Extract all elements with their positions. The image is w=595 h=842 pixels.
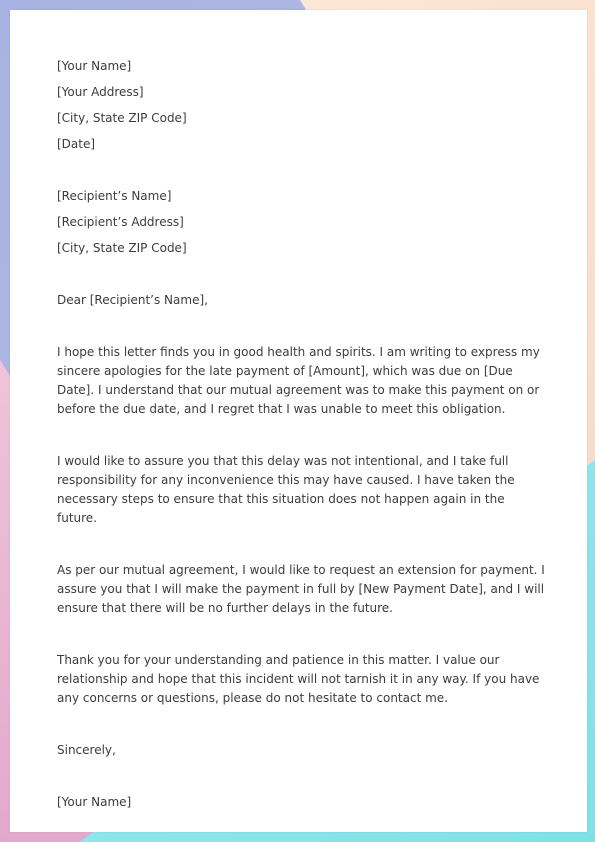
recipient-city: [City, State ZIP Code]: [57, 241, 187, 255]
sender-block: [57, 57, 547, 154]
paragraph-1: I hope this letter finds you in good health and spirits. I am writing to express my sincere apologies for the late payment of [Amount], which was due on [Due Date]. I understand that our mutual agreement was to make this payment on or before the due date, and I regret that I was unable to meet this obligation.: [57, 345, 540, 416]
letter-date: [Date]: [57, 137, 96, 151]
sender-address: [Your Address]: [57, 85, 144, 99]
paragraph-3: As per our mutual agreement, I would like to request an extension for payment. I assure you that I will make the payment in full by [New Payment Date], and I will ensure that there will be no further delays in the future.: [57, 563, 545, 615]
spacer: [57, 265, 547, 291]
recipient-name: [Recipient’s Name]: [57, 189, 172, 203]
letter-page: [10, 10, 587, 832]
letter-body: [57, 57, 547, 812]
sender-name: [Your Name]: [57, 59, 132, 73]
signature-name: [Your Name]: [57, 795, 132, 809]
paragraph-2: I would like to assure you that this delay was not intentional, and I take full responsibility for any inconvenience this may have caused. I have taken the necessary steps to ensure that this situation does not happen again in the future.: [57, 454, 515, 525]
recipient-block: [57, 187, 547, 258]
spacer: [57, 161, 547, 187]
sender-city: [City, State ZIP Code]: [57, 111, 187, 125]
paragraph-4: Thank you for your understanding and patience in this matter. I value our relationship and hope that this incident will not tarnish it in any way. If you have any concerns or questions, please do not hesitate to contact me.: [57, 653, 540, 705]
closing: Sincerely,: [57, 743, 116, 757]
recipient-address: [Recipient’s Address]: [57, 215, 184, 229]
salutation: Dear [Recipient’s Name],: [57, 293, 208, 307]
